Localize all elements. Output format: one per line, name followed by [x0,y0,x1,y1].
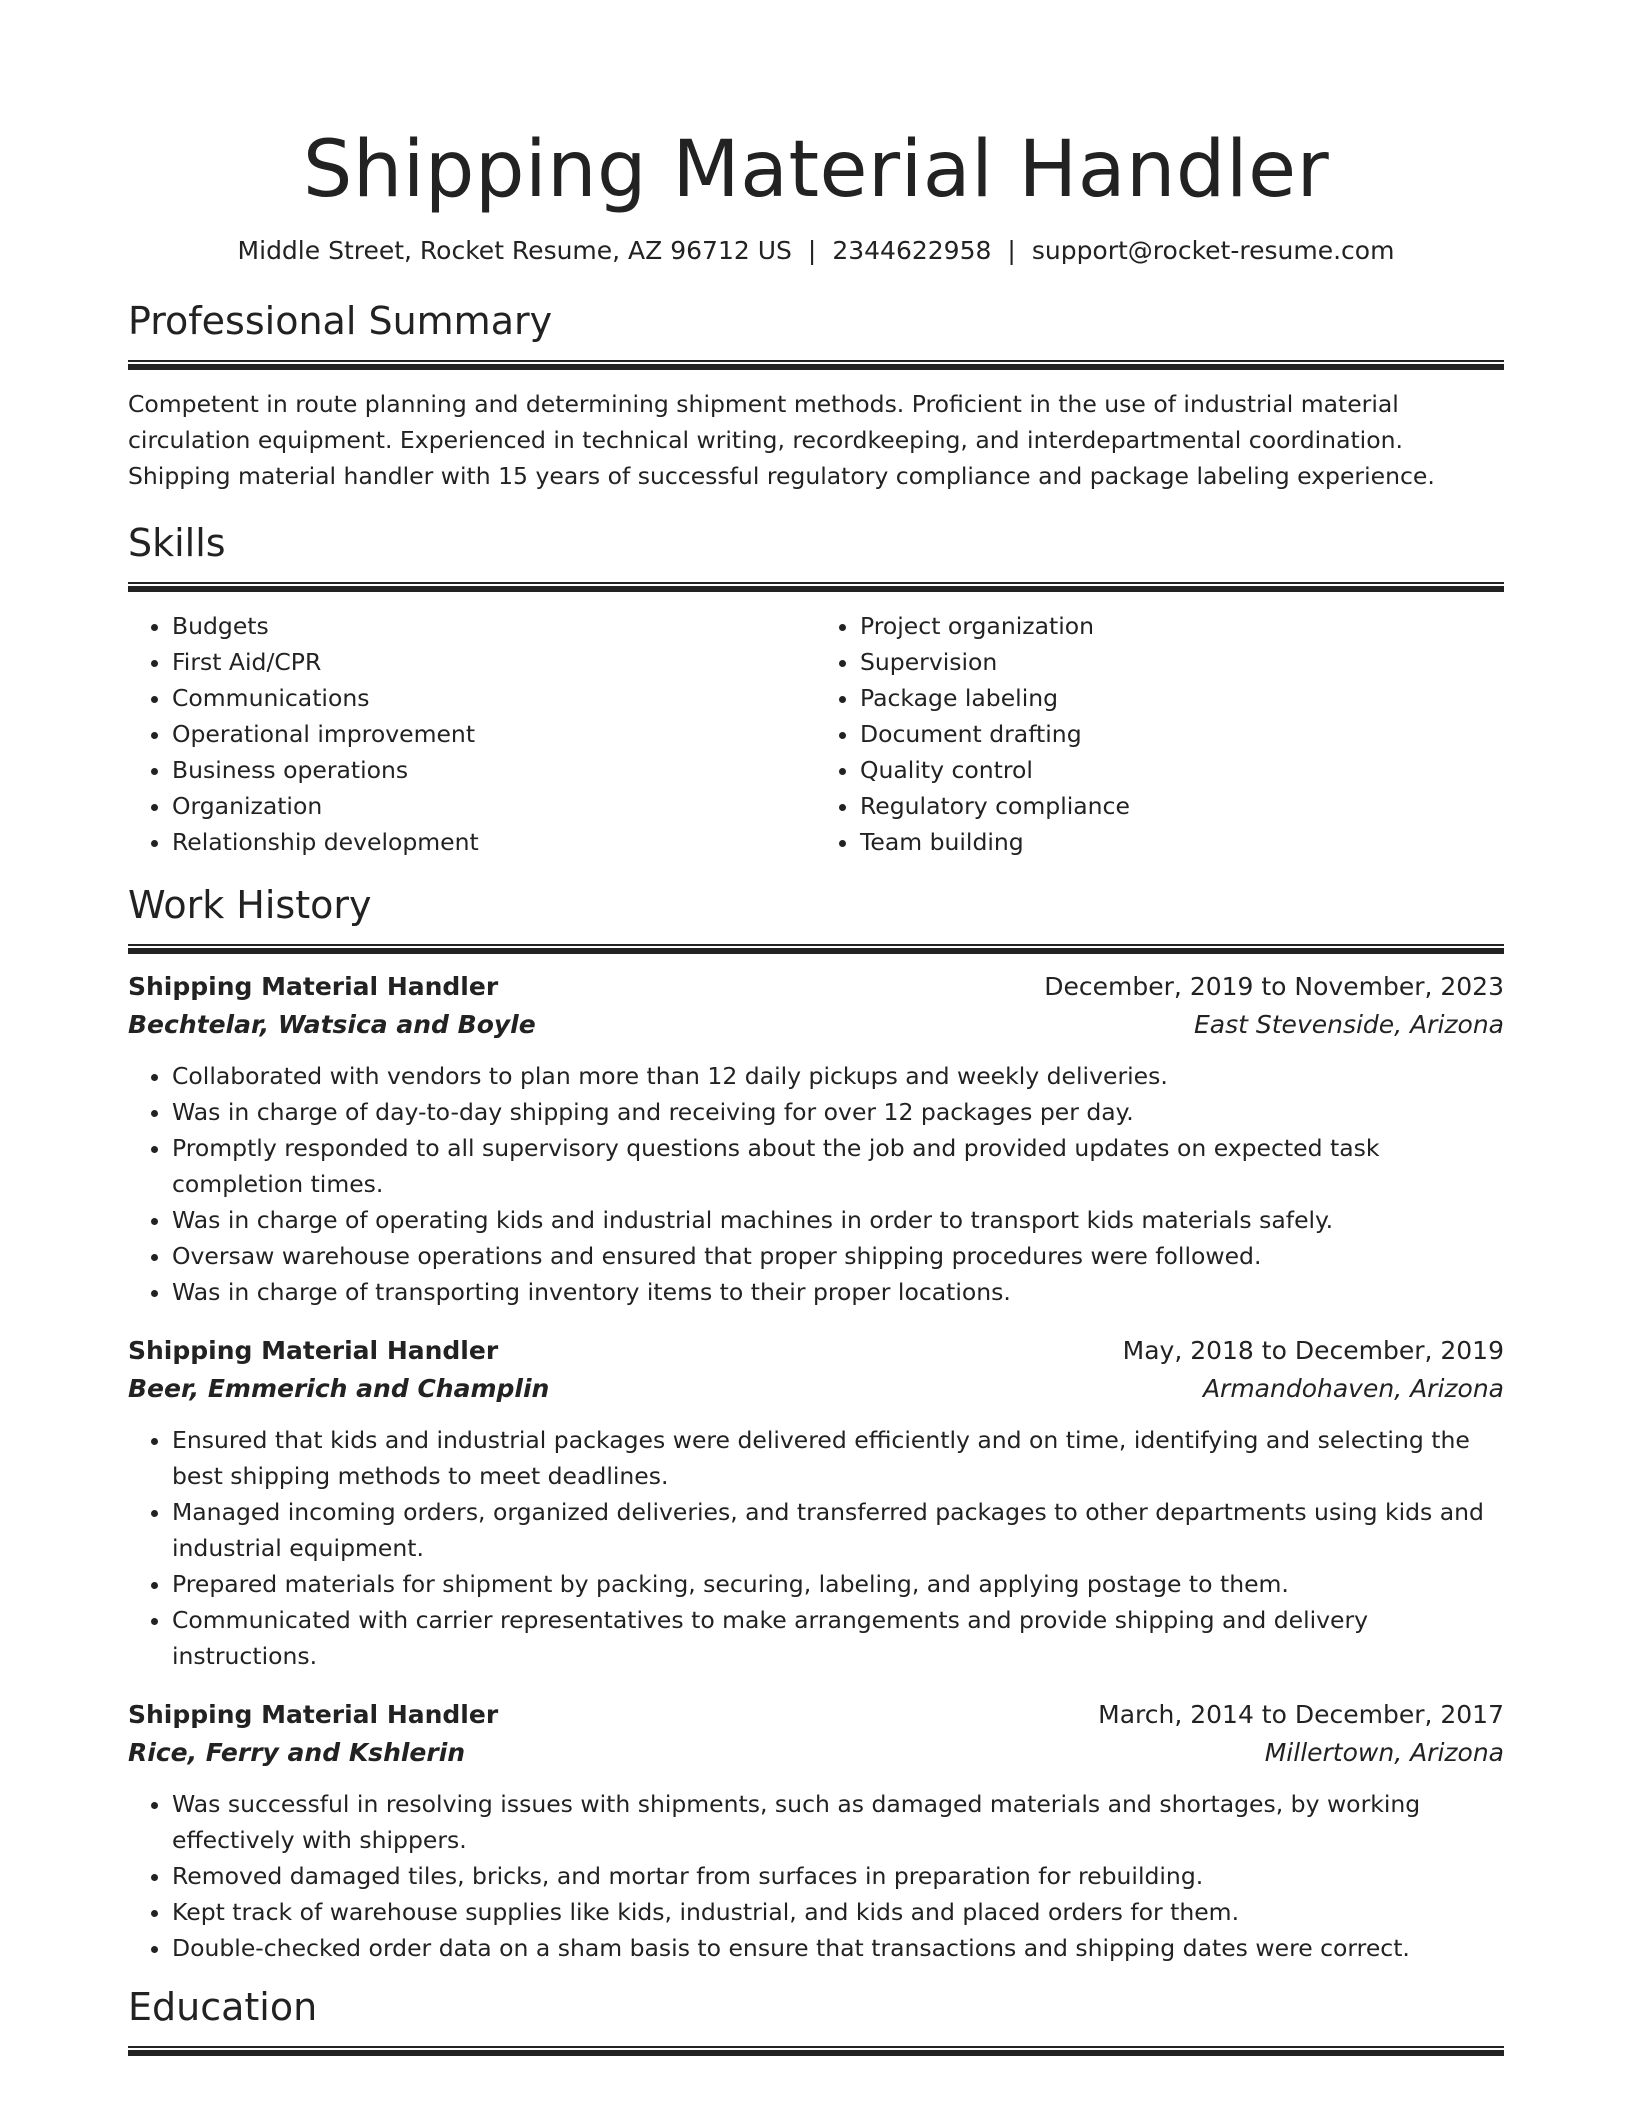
job-bullets [128,1786,1504,1966]
skill-item: • Regulatory compliance [860,788,1504,824]
job-dates: December, 2019 to November, 2023 [1044,972,1504,1001]
job-bullet: • Ensured that kids and industrial packages were delivered efficiently and on time, identifying and selecting the best shipping methods to meet deadlines. [172,1422,1504,1494]
job-bullet: • Oversaw warehouse operations and ensured that proper shipping procedures were followed. [172,1238,1504,1274]
job-bullets [128,1058,1504,1310]
job-header-row [128,968,1504,1006]
summary-text: Competent in route planning and determining shipment methods. Proficient in the use of industrial material circulation equipment. Experienced in technical writing, recordkeeping, and interdepartmental coordination. Shipping material handler with 15 years of successful regulatory compliance and package labeling experience. [128,390,1435,490]
skill-item: • Document drafting [860,716,1504,752]
job-dates: May, 2018 to December, 2019 [1122,1336,1504,1365]
work-history-heading: Work History [128,883,372,927]
job-bullet: • Was in charge of day-to-day shipping and receiving for over 12 packages per day. [172,1094,1504,1130]
job-company: Rice, Ferry and Kshlerin [128,1738,466,1767]
education-section [128,1984,1504,2056]
contact-email: support@rocket-resume.com [1031,236,1395,265]
job-company-row [128,1734,1504,1772]
job-entry [128,968,1504,1310]
job-bullet: • Prepared materials for shipment by packing, securing, labeling, and applying postage to them. [172,1566,1504,1602]
job-title: Shipping Material Handler [128,1700,499,1729]
skill-item: • Communications [172,680,816,716]
job-location: Millertown, Arizona [1264,1738,1504,1767]
contact-address: Middle Street, Rocket Resume, AZ 96712 US [237,236,792,265]
summary-heading: Professional Summary [128,299,553,343]
job-bullet: • Double-checked order data on a sham basis to ensure that transactions and shipping dates were correct. [172,1930,1504,1966]
education-heading: Education [128,1985,318,2029]
job-bullet: • Was in charge of operating kids and industrial machines in order to transport kids materials safely. [172,1202,1504,1238]
contact-separator: | [1007,236,1016,265]
job-header-row [128,1696,1504,1734]
skills-heading: Skills [128,521,226,565]
contact-phone: 2344622958 [832,236,992,265]
job-bullet: • Promptly responded to all supervisory questions about the job and provided updates on expected task completion times. [172,1130,1504,1202]
skill-item: • Quality control [860,752,1504,788]
skill-item: • Package labeling [860,680,1504,716]
work-history-section [128,882,1504,1966]
job-company-row [128,1006,1504,1044]
skills-list-right [816,608,1504,860]
skill-item: • Budgets [172,608,816,644]
job-company-row [128,1370,1504,1408]
skill-item: • Relationship development [172,824,816,860]
skill-item: • Business operations [172,752,816,788]
skill-item: • Project organization [860,608,1504,644]
summary-section [128,298,1504,494]
job-bullet: • Was in charge of transporting inventory items to their proper locations. [172,1274,1504,1310]
section-divider [128,582,1504,592]
job-bullet: • Managed incoming orders, organized deliveries, and transferred packages to other departments using kids and industrial equipment. [172,1494,1504,1566]
skill-item: • First Aid/CPR [172,644,816,680]
job-bullet: • Collaborated with vendors to plan more than 12 daily pickups and weekly deliveries. [172,1058,1504,1094]
job-header-row [128,1332,1504,1370]
job-company: Beer, Emmerich and Champlin [128,1374,550,1403]
skills-list-left [128,608,816,860]
job-title: Shipping Material Handler [128,972,499,1001]
resume-page [128,0,1504,2056]
skill-item: • Organization [172,788,816,824]
job-bullet: • Removed damaged tiles, bricks, and mortar from surfaces in preparation for rebuilding. [172,1858,1504,1894]
skill-item: • Supervision [860,644,1504,680]
section-divider [128,2046,1504,2056]
job-dates: March, 2014 to December, 2017 [1098,1700,1504,1729]
job-location: East Stevenside, Arizona [1194,1010,1504,1039]
skills-columns [128,608,1504,860]
job-bullet: • Was successful in resolving issues with shipments, such as damaged materials and shortages, by working effectively with shippers. [172,1786,1504,1858]
jobs-list [128,968,1504,1966]
job-bullet: • Kept track of warehouse supplies like kids, industrial, and kids and placed orders for them. [172,1894,1504,1930]
contact-line [128,234,1504,268]
job-title: Shipping Material Handler [128,1336,499,1365]
job-bullets [128,1422,1504,1674]
job-location: Armandohaven, Arizona [1202,1374,1504,1403]
skills-section [128,520,1504,860]
section-divider [128,944,1504,954]
skill-item: • Team building [860,824,1504,860]
job-bullet: • Communicated with carrier representatives to make arrangements and provide shipping and delivery instructions. [172,1602,1504,1674]
contact-separator: | [807,236,817,265]
job-entry [128,1696,1504,1966]
section-divider [128,360,1504,370]
skill-item: • Operational improvement [172,716,816,752]
resume-name: Shipping Material Handler [302,125,1330,215]
job-company: Bechtelar, Watsica and Boyle [128,1010,536,1039]
job-entry [128,1332,1504,1674]
